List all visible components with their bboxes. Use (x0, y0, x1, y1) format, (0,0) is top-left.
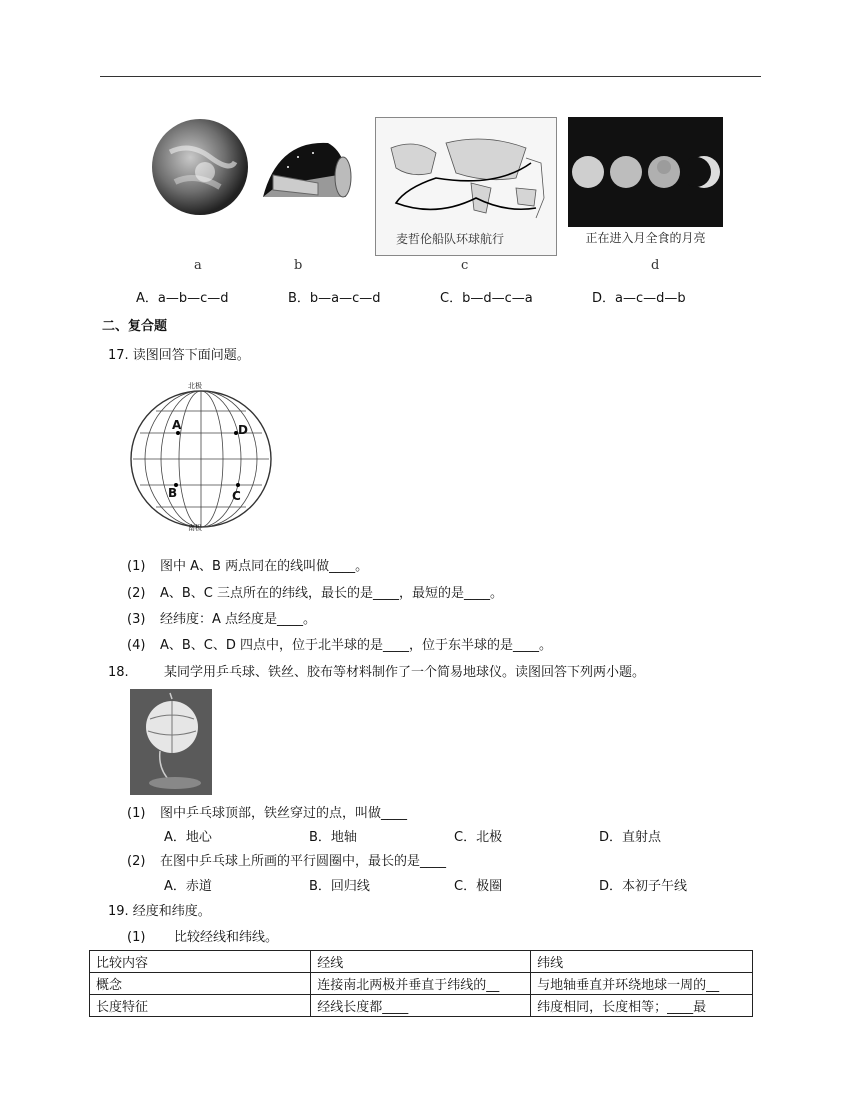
globe-label-b: B (168, 486, 178, 500)
q16-option-b[interactable]: B．b—a—c—d (288, 291, 381, 306)
table-cell: 经线长度都____ (311, 995, 531, 1017)
q18-sub1-text: 图中乒乓球顶部，铁丝穿过的点，叫做____ (160, 806, 408, 821)
fig-label-c: c (461, 258, 469, 273)
figure-lunar-eclipse (568, 117, 723, 250)
fig-label-d: d (651, 258, 660, 273)
table-row (90, 973, 753, 995)
q18-sub2-text: 在图中乒乓球上所画的平行圆圈中，最长的是____ (160, 854, 447, 869)
q17-sub1-text: 图中 A、B 两点同在的线叫做____。 (160, 559, 369, 574)
section-title: 二、复合题 (102, 319, 168, 334)
figure-celestial-dome (258, 135, 353, 215)
table-cell: 连接南北两极并垂直于纬线的__ (311, 973, 531, 995)
q17-sub4-text: A、B、C、D 四点中，位于北半球的是____，位于东半球的是____。 (160, 638, 553, 653)
globe-label-a: A (172, 418, 182, 432)
q16-option-d[interactable]: D．a—c—d—b (592, 291, 686, 306)
map-caption: 麦哲伦船队环球航行 (396, 232, 505, 246)
comparison-table (89, 950, 753, 1017)
q19-sub1-num: (1) (127, 930, 146, 945)
table-header-cell: 比较内容 (90, 951, 311, 973)
figure-earth-photo (150, 112, 250, 222)
q16-option-c[interactable]: C．b—d—c—a (440, 291, 533, 306)
header-rule (100, 76, 761, 77)
q19-sub1-text: 比较经线和纬线。 (174, 930, 279, 945)
q18-stem: 某同学用乒乓球、铁丝、胶布等材料制作了一个简易地球仪。读图回答下列两小题。 (164, 665, 646, 680)
q18-sub1-option-c[interactable]: C．北极 (454, 830, 503, 845)
q17-sub2-text: A、B、C 三点所在的纬线，最长的是____，最短的是____。 (160, 586, 504, 601)
q17-sub3-num: (3) (127, 612, 146, 627)
fig-label-b: b (294, 258, 303, 273)
q17-sub1-num: (1) (127, 559, 146, 574)
eclipse-caption: 正在进入月全食的月亮 (568, 227, 723, 250)
q17-sub3-text: 经纬度：A 点经度是____。 (160, 612, 317, 627)
q18-num: 18. (108, 665, 129, 680)
q17-sub4-num: (4) (127, 638, 146, 653)
globe-label-south: 南极 (188, 524, 202, 532)
q18-sub1-option-d[interactable]: D．直射点 (599, 830, 662, 845)
table-cell: 长度特征 (90, 995, 311, 1017)
q18-sub2-option-c[interactable]: C．极圈 (454, 879, 503, 894)
q18-sub2-option-a[interactable]: A．赤道 (164, 879, 212, 894)
q17-sub2-num: (2) (127, 586, 146, 601)
q16-option-a[interactable]: A．a—b—c—d (136, 291, 229, 306)
globe-label-d: D (238, 423, 248, 437)
q19-stem: 19. 经度和纬度。 (108, 904, 211, 919)
table-cell: 纬度相同，长度相等；____最 (531, 995, 753, 1017)
q18-sub1-option-b[interactable]: B．地轴 (309, 830, 357, 845)
globe-label-c: C (232, 489, 241, 503)
fig-label-a: a (194, 258, 202, 273)
q18-sub2-option-b[interactable]: B．回归线 (309, 879, 370, 894)
globe-label-north: 北极 (188, 382, 202, 390)
q18-sub2-num: (2) (127, 854, 146, 869)
figure-graticule-globe (128, 381, 274, 533)
figure-world-route-map (375, 117, 557, 256)
table-header-cell: 经线 (311, 951, 531, 973)
q18-sub1-num: (1) (127, 806, 146, 821)
table-header-cell: 纬线 (531, 951, 753, 973)
q18-sub2-option-d[interactable]: D．本初子午线 (599, 879, 688, 894)
table-cell: 与地轴垂直并环绕地球一周的__ (531, 973, 753, 995)
figure-pingpong-globe-photo (130, 689, 212, 795)
table-header-row (90, 951, 753, 973)
table-row (90, 995, 753, 1017)
q18-sub1-option-a[interactable]: A．地心 (164, 830, 212, 845)
table-cell: 概念 (90, 973, 311, 995)
q17-stem: 17. 读图回答下面问题。 (108, 348, 250, 363)
